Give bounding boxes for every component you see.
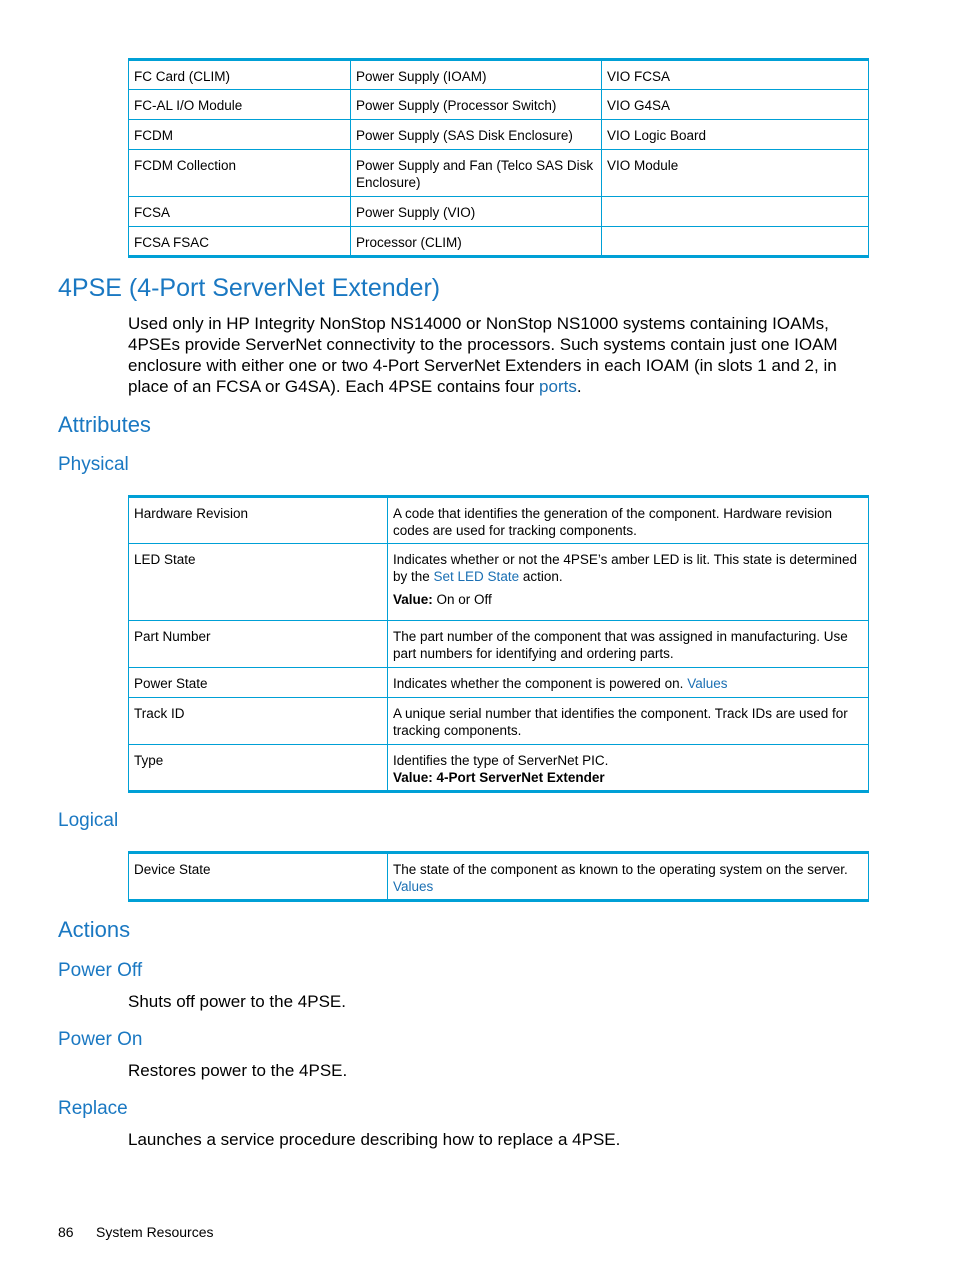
attribute-name: Type (129, 745, 388, 792)
table-cell: FCDM (129, 120, 351, 150)
table-row (129, 150, 869, 197)
attribute-description (388, 544, 869, 621)
attribute-description: A unique serial number that identifies the component. Track IDs are used for tracking components. (388, 698, 869, 745)
table-row (129, 90, 869, 120)
attribute-description (388, 745, 869, 792)
type-desc: Identifies the type of ServerNet PIC. (393, 753, 609, 768)
table-cell: VIO FCSA (602, 60, 869, 90)
table-cell: FC-AL I/O Module (129, 90, 351, 120)
table-row (129, 853, 869, 901)
replace-text: Launches a service procedure describing how to replace a 4PSE. (128, 1130, 621, 1149)
logical-attributes-table (128, 851, 869, 902)
table-cell: VIO G4SA (602, 90, 869, 120)
attribute-name: Track ID (129, 698, 388, 745)
table-cell: Power Supply (SAS Disk Enclosure) (351, 120, 602, 150)
attribute-name: Hardware Revision (129, 497, 388, 544)
table-row (129, 60, 869, 90)
physical-heading: Physical (58, 454, 129, 475)
actions-heading: Actions (58, 917, 131, 942)
values-link[interactable]: Values (687, 676, 728, 691)
table-cell: FCSA FSAC (129, 227, 351, 257)
power-on-heading: Power On (58, 1029, 143, 1050)
table-row (129, 544, 869, 621)
attribute-name: Device State (129, 853, 388, 901)
table-cell: Power Supply (VIO) (351, 197, 602, 227)
led-desc: Indicates whether or not the 4PSE’s amber LED is lit. This state is determined by the (393, 552, 857, 584)
led-value: On or Off (432, 592, 492, 607)
table-cell: FC Card (CLIM) (129, 60, 351, 90)
table-cell: FCSA (129, 197, 351, 227)
logical-heading: Logical (58, 810, 119, 831)
page-footer (58, 1223, 213, 1241)
footer-section: System Resources (96, 1224, 214, 1240)
table-row (129, 698, 869, 745)
table-row (129, 197, 869, 227)
led-desc-end: action. (519, 569, 563, 584)
attribute-description: A code that identifies the generation of the component. Hardware revision codes are used for tracking components. (388, 497, 869, 544)
intro-text: Used only in HP Integrity NonStop NS14000 or NonStop NS1000 systems containing IOAMs, 4PSEs provide ServerNet connectivity to the processors. Such systems contain just one IOAM enclosure with either one or two 4-Port ServerNet Extenders in each IOAM (in slots 1 and 2, in place of an FCSA or G4SA). Each 4PSE contains four (128, 314, 838, 396)
replace-heading: Replace (58, 1098, 128, 1119)
table-cell: FCDM Collection (129, 150, 351, 197)
physical-attributes-table (128, 495, 869, 793)
table-row (129, 621, 869, 668)
table-cell: VIO Module (602, 150, 869, 197)
table-cell: VIO Logic Board (602, 120, 869, 150)
intro-text-end: . (576, 377, 582, 396)
page-title: 4PSE (4-Port ServerNet Extender) (58, 274, 441, 302)
device-desc: The state of the component as known to the operating system on the server. (393, 862, 848, 877)
values-link[interactable]: Values (393, 879, 434, 894)
attribute-name: Part Number (129, 621, 388, 668)
intro-paragraph (128, 313, 848, 397)
ports-link[interactable]: ports (539, 377, 577, 396)
set-led-state-link[interactable]: Set LED State (433, 569, 520, 584)
attribute-name: LED State (129, 544, 388, 621)
attribute-description: The part number of the component that was assigned in manufacturing. Use part numbers for identifying and ordering parts. (388, 621, 869, 668)
type-value: Value: 4-Port ServerNet Extender (393, 770, 605, 785)
table-row (129, 745, 869, 792)
table-cell: Power Supply (IOAM) (351, 60, 602, 90)
table-row (129, 120, 869, 150)
power-off-heading: Power Off (58, 960, 143, 981)
power-desc: Indicates whether the component is powered on. (393, 676, 688, 691)
table-row (129, 497, 869, 544)
attribute-name: Power State (129, 668, 388, 698)
page-number: 86 (58, 1224, 74, 1240)
value-label: Value: (393, 592, 433, 607)
power-on-text: Restores power to the 4PSE. (128, 1061, 348, 1080)
table-row (129, 227, 869, 257)
attribute-description (388, 668, 869, 698)
table-cell: Power Supply and Fan (Telco SAS Disk Enclosure) (351, 150, 602, 197)
table-cell (602, 227, 869, 257)
table-cell: Processor (CLIM) (351, 227, 602, 257)
component-list-table (128, 58, 869, 258)
attribute-description (388, 853, 869, 901)
power-off-text: Shuts off power to the 4PSE. (128, 992, 346, 1011)
table-row (129, 668, 869, 698)
attributes-heading: Attributes (58, 412, 151, 437)
table-cell (602, 197, 869, 227)
table-cell: Power Supply (Processor Switch) (351, 90, 602, 120)
